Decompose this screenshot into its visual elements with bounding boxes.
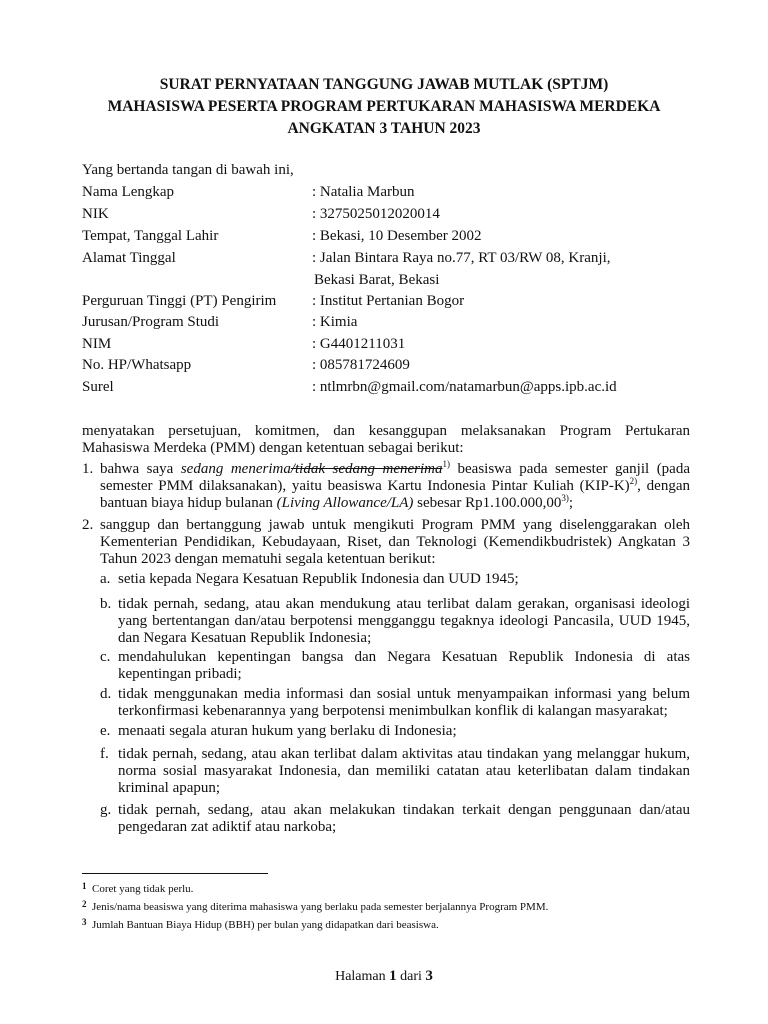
subitem-e-text: menaati segala aturan hukum yang berlaku di Indonesia; bbox=[118, 723, 457, 739]
item-1-living-allowance: (Living Allowance/LA) bbox=[276, 495, 414, 511]
pt-value: : Institut Pertanian Bogor bbox=[312, 293, 465, 309]
ttl-label: Tempat, Tanggal Lahir bbox=[82, 228, 219, 244]
page-number bbox=[0, 968, 768, 985]
title-line-2: MAHASISWA PESERTA PROGRAM PERTUKARAN MAHASISWA MERDEKA bbox=[107, 98, 661, 115]
footnote-1-mark: 1 bbox=[82, 881, 87, 891]
subitem-f-text: tidak pernah, sedang, atau akan terlibat dalam aktivitas atau tindakan yang melanggar hukum, norma sosial masyarakat Indonesia, dan memiliki catatan atau keterlibatan dalam tindakan kriminal apapun; bbox=[118, 746, 690, 796]
subitem-f-letter: f. bbox=[100, 746, 109, 762]
nim-label: NIM bbox=[82, 336, 112, 352]
item-1-part-d: beasiswa pada semester ganjil (pada semester PMM dilaksanakan), yaitu beasiswa Kartu Indonesia Pintar Kuliah (KIP-K) bbox=[100, 461, 690, 494]
footnote-ref-3: 3) bbox=[561, 493, 569, 503]
footnote-3 bbox=[82, 916, 439, 932]
alamat-label: Alamat Tinggal bbox=[82, 250, 176, 266]
item-1-part-e: , dengan bantuan biaya hidup bulanan bbox=[100, 478, 690, 511]
alamat-value-line-1: : Jalan Bintara Raya no.77, RT 03/RW 08, Kranji, bbox=[312, 250, 611, 266]
surel-value: : ntlmrbn@gmail.com/natamarbun@apps.ipb.ac.id bbox=[312, 379, 617, 395]
nim-value: : G4401211031 bbox=[312, 336, 406, 352]
statement-paragraph: menyatakan persetujuan, komitmen, dan kesanggupan melaksanakan Program Pertukaran Mahasiswa Merdeka (PMM) dengan ketentuan sebagai berikut: bbox=[82, 423, 690, 456]
subitem-b-text: tidak pernah, sedang, atau akan mendukung atau terlibat dalam gerakan, organisasi ideologi yang bertentangan dan/atau berpotensi mengganggu tegaknya ideologi Pancasila, UUD 1945, dan Negara Kesatuan Republik Indonesia; bbox=[118, 596, 690, 646]
footnote-2 bbox=[82, 898, 548, 914]
page-prefix: Halaman bbox=[335, 969, 390, 984]
alamat-value-line-2: Bekasi Barat, Bekasi bbox=[314, 272, 440, 288]
pt-label: Perguruan Tinggi (PT) Pengirim bbox=[82, 293, 277, 309]
hp-value: : 085781724609 bbox=[312, 357, 410, 373]
title-line-1: SURAT PERNYATAAN TANGGUNG JAWAB MUTLAK (SPTJM) bbox=[159, 76, 609, 93]
subitem-c-letter: c. bbox=[100, 649, 111, 665]
subitem-g-letter: g. bbox=[100, 802, 112, 818]
footnote-1-text: Coret yang tidak perlu. bbox=[92, 883, 194, 895]
subitem-e-letter: e. bbox=[100, 723, 111, 739]
item-1-number: 1. bbox=[82, 461, 94, 477]
footnote-2-mark: 2 bbox=[82, 899, 87, 909]
item-1-struck-option: /tidak sedang menerima bbox=[290, 461, 443, 477]
subitem-a-letter: a. bbox=[100, 571, 111, 587]
ttl-value: : Bekasi, 10 Desember 2002 bbox=[312, 228, 482, 244]
nama-label: Nama Lengkap bbox=[82, 184, 175, 200]
subitem-c-text: mendahulukan kepentingan bangsa dan Negara Kesatuan Republik Indonesia di atas kepentingan pribadi; bbox=[118, 649, 690, 682]
intro-text: Yang bertanda tangan di bawah ini, bbox=[82, 162, 294, 178]
item-1-part-h: ; bbox=[568, 495, 573, 511]
nama-value: : Natalia Marbun bbox=[312, 184, 415, 200]
item-1-selected-option: sedang menerima bbox=[180, 461, 291, 477]
subitem-b-letter: b. bbox=[100, 596, 112, 612]
footnote-1 bbox=[82, 880, 193, 896]
subitem-g-text: tidak pernah, sedang, atau akan melakukan tindakan terkait dengan penggunaan dan/atau pengedaran zat adiktif atau narkoba; bbox=[118, 802, 690, 835]
item-1-text bbox=[100, 461, 690, 512]
nik-value: : 3275025012020014 bbox=[312, 206, 440, 222]
title-line-3: ANGKATAN 3 TAHUN 2023 bbox=[287, 120, 481, 137]
current-page: 1 bbox=[389, 968, 397, 984]
subitem-d-text: tidak menggunakan media informasi dan sosial untuk menyampaikan informasi yang belum terkonfirmasi kebenarannya yang berpotensi menimbulkan konflik di kalangan masyarakat; bbox=[118, 686, 690, 719]
prodi-label: Jurusan/Program Studi bbox=[82, 314, 220, 330]
footnote-separator bbox=[82, 873, 268, 874]
page-middle: dari bbox=[396, 969, 426, 984]
item-2-number: 2. bbox=[82, 517, 94, 533]
total-pages: 3 bbox=[425, 968, 433, 984]
footnote-3-text: Jumlah Bantuan Biaya Hidup (BBH) per bulan yang didapatkan dari beasiswa. bbox=[92, 919, 439, 931]
prodi-value: : Kimia bbox=[312, 314, 358, 330]
subitem-d-letter: d. bbox=[100, 686, 112, 702]
footnote-3-mark: 3 bbox=[82, 917, 87, 927]
nik-label: NIK bbox=[82, 206, 109, 222]
footnote-2-text: Jenis/nama beasiswa yang diterima mahasiswa yang berlaku pada semester berjalannya Program PMM. bbox=[92, 901, 549, 913]
item-1-part-g: sebesar Rp1.100.000,00 bbox=[413, 495, 562, 511]
surel-label: Surel bbox=[82, 379, 114, 395]
footnote-ref-1: 1) bbox=[442, 459, 451, 469]
item-2-text: sanggup dan bertanggung jawab untuk mengikuti Program PMM yang diselenggarakan oleh Kementerian Pendidikan, Kebudayaan, Riset, dan Teknologi (Kemendikbudristek) Angkatan 3 Tahun 2023 dengan mematuhi segala ketentuan berikut: bbox=[100, 517, 690, 567]
item-1-part-a: bahwa saya bbox=[100, 461, 181, 477]
footnote-ref-2: 2) bbox=[629, 476, 638, 486]
hp-label: No. HP/Whatsapp bbox=[82, 357, 192, 373]
subitem-a-text: setia kepada Negara Kesatuan Republik Indonesia dan UUD 1945; bbox=[118, 571, 519, 587]
